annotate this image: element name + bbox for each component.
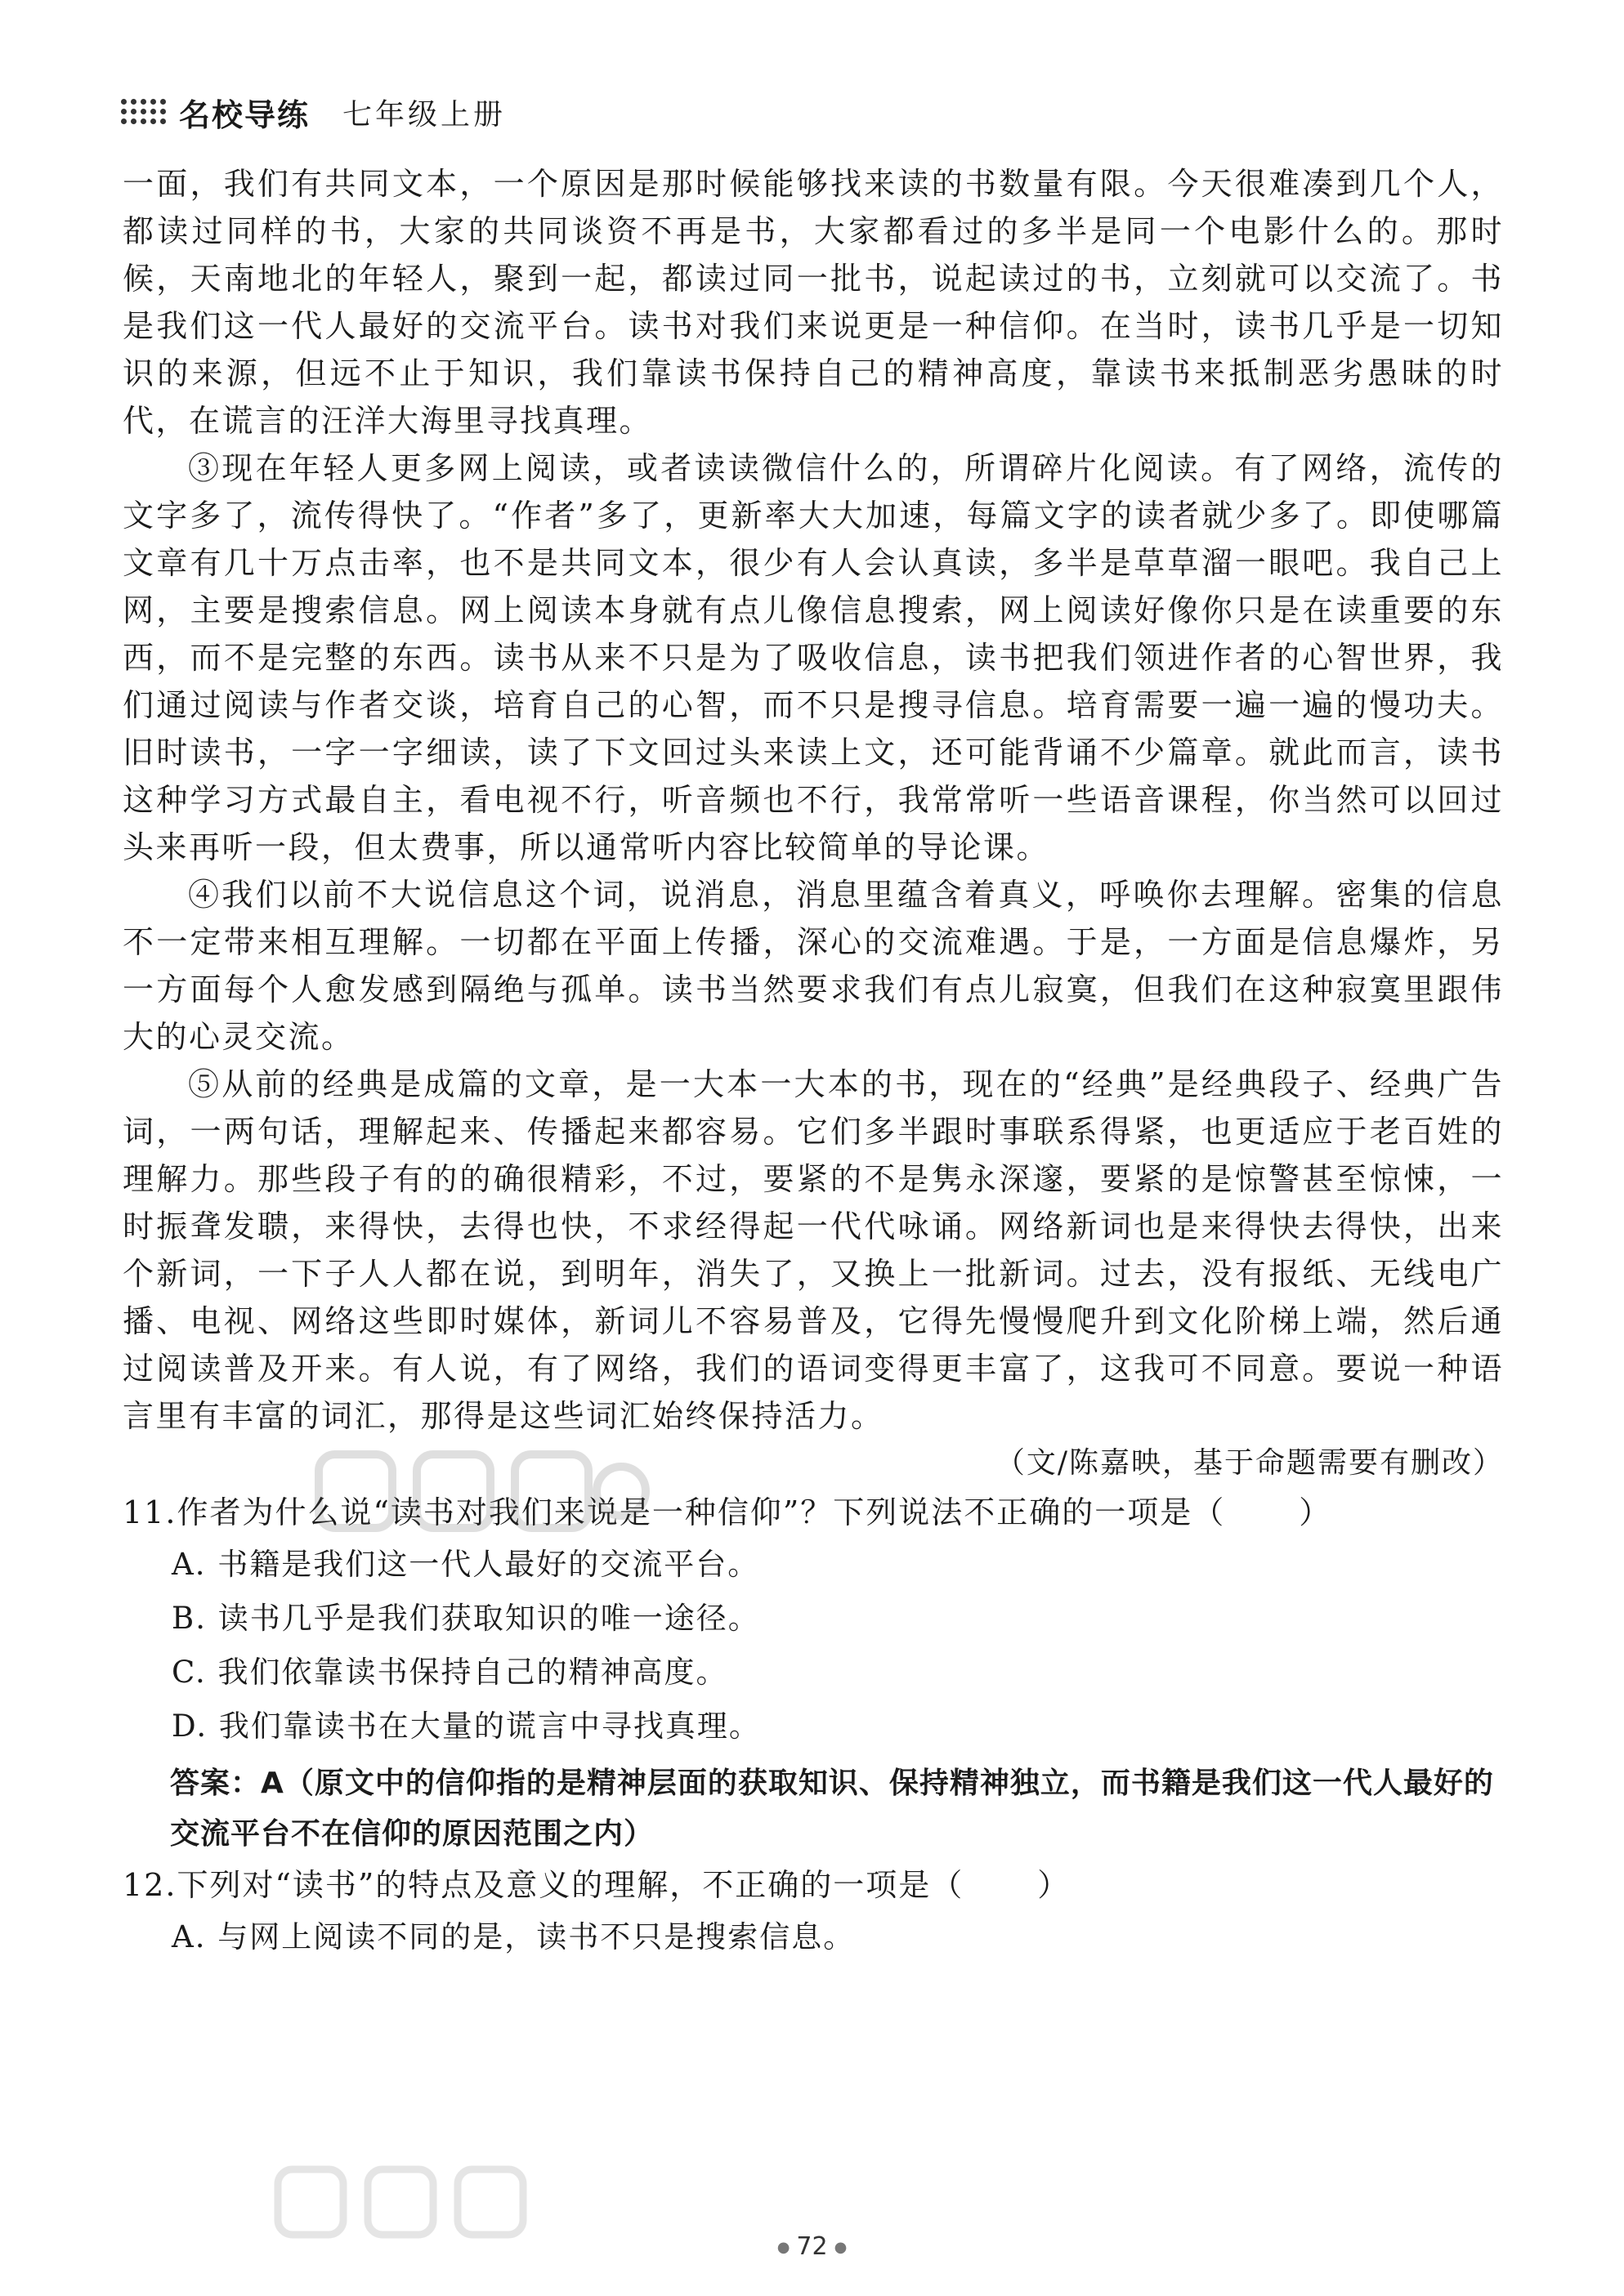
paragraph-5: ⑤从前的经典是成篇的文章，是一大本一大本的书，现在的“经典”是经典段子、经典广告词，一两句话，理解起来、传播起来都容易。它们多半跟时事联系得紧，也更适应于老百姓的理解力。那些段子有的的确很精彩，不过，要紧的不是隽永深邃，要紧的是惊警甚至惊悚，一时振聋发聩，来得快，去得也快，不求经得起一代代咏诵。网络新词也是来得快去得快，出来个新词，一下子人人都在说，到明年，消失了，又换上一批新词。过去，没有报纸、无线电广播、电视、网络这些即时媒体，新词儿不容易普及，它得先慢慢爬升到文化阶梯上端，然后通过阅读普及开来。有人说，有了网络，我们的语词变得更丰富了，这我可不同意。要说一种语言里有丰富的词汇，那得是这些词汇始终保持活力。: [123, 1066, 1504, 1434]
option-a: A. 与网上阅读不同的是，读书不只是搜索信息。: [172, 1919, 856, 1954]
article-body: [123, 160, 1504, 1964]
page-number-dot: ●: [834, 2239, 848, 2256]
option-c: C. 我们依靠读书保持自己的精神高度。: [172, 1655, 728, 1690]
question-stem-end: ）: [1299, 1494, 1332, 1530]
page-number-value: 72: [796, 2232, 828, 2261]
page-number-dot: ●: [776, 2239, 790, 2256]
header-subtitle: 七年级上册: [342, 98, 507, 132]
question-12: [123, 1860, 1504, 1910]
question-number: 11.: [123, 1494, 177, 1530]
option-a: A. 书籍是我们这一代人最好的交流平台。: [172, 1547, 760, 1582]
page-header: [121, 90, 506, 135]
article-source: （文/陈嘉映，基于命题需要有删改）: [995, 1446, 1504, 1480]
answer-explanation: 答案：A（原文中的信仰指的是精神层面的获取知识、保持精神独立，而书籍是我们这一代人最好的交流平台不在信仰的原因范围之内）: [170, 1767, 1494, 1851]
paragraph-4: ④我们以前不大说信息这个词，说消息，消息里蕴含着真义，呼唤你去理解。密集的信息不一定带来相互理解。一切都在平面上传播，深心的交流难遇。于是，一方面是信息爆炸，另一方面每个人愈发感到隔绝与孤单。读书当然要求我们有点儿寂寞，但我们在这种寂寞里跟伟大的心灵交流。: [123, 877, 1504, 1055]
watermark-graphic: [311, 1438, 654, 1552]
question-stem: 作者为什么说“读书对我们来说是一种信仰”？下列说法不正确的一项是（: [177, 1494, 1226, 1530]
option-b: B. 读书几乎是我们获取知识的唯一途径。: [172, 1601, 760, 1636]
question-number: 12.: [123, 1867, 177, 1903]
question-stem-end: ）: [1037, 1867, 1071, 1903]
page-number: [0, 2232, 1624, 2261]
header-dots-decoration: [121, 99, 168, 126]
header-title: 名校导练: [179, 97, 311, 133]
paragraph-2-continued: 一面，我们有共同文本，一个原因是那时候能够找来读的书数量有限。今天很难凑到几个人，都读过同样的书，大家的共同谈资不再是书，大家都看过的多半是同一个电影什么的。那时候，天南地北的年轻人，聚到一起，都读过同一批书，说起读过的书，立刻就可以交流了。书是我们这一代人最好的交流平台。读书对我们来说更是一种信仰。在当时，读书几乎是一切知识的来源，但远不止于知识，我们靠读书保持自己的精神高度，靠读书来抵制恶劣愚昧的时代，在谎言的汪洋大海里寻找真理。: [123, 166, 1504, 439]
question-stem: 下列对“读书”的特点及意义的理解，不正确的一项是（: [177, 1867, 964, 1903]
paragraph-3: ③现在年轻人更多网上阅读，或者读读微信什么的，所谓碎片化阅读。有了网络，流传的文字多了，流传得快了。“作者”多了，更新率大大加速，每篇文字的读者就少多了。即使哪篇文章有几十万点击率，也不是共同文本，很少有人会认真读，多半是草草溜一眼吧。我自己上网，主要是搜索信息。网上阅读本身就有点儿像信息搜索，网上阅读好像你只是在读重要的东西，而不是完整的东西。读书从来不只是为了吸收信息，读书把我们领进作者的心智世界，我们通过阅读与作者交谈，培育自己的心智，而不只是搜寻信息。培育需要一遍一遍的慢功夫。旧时读书，一字一字细读，读了下文回过头来读上文，还可能背诵不少篇章。就此而言，读书这种学习方式最自主，看电视不行，听音频也不行，我常常听一些语音课程，你当然可以回过头来再听一段，但太费事，所以通常听内容比较简单的导论课。: [123, 450, 1504, 865]
option-d: D. 我们靠读书在大量的谎言中寻找真理。: [172, 1709, 761, 1744]
